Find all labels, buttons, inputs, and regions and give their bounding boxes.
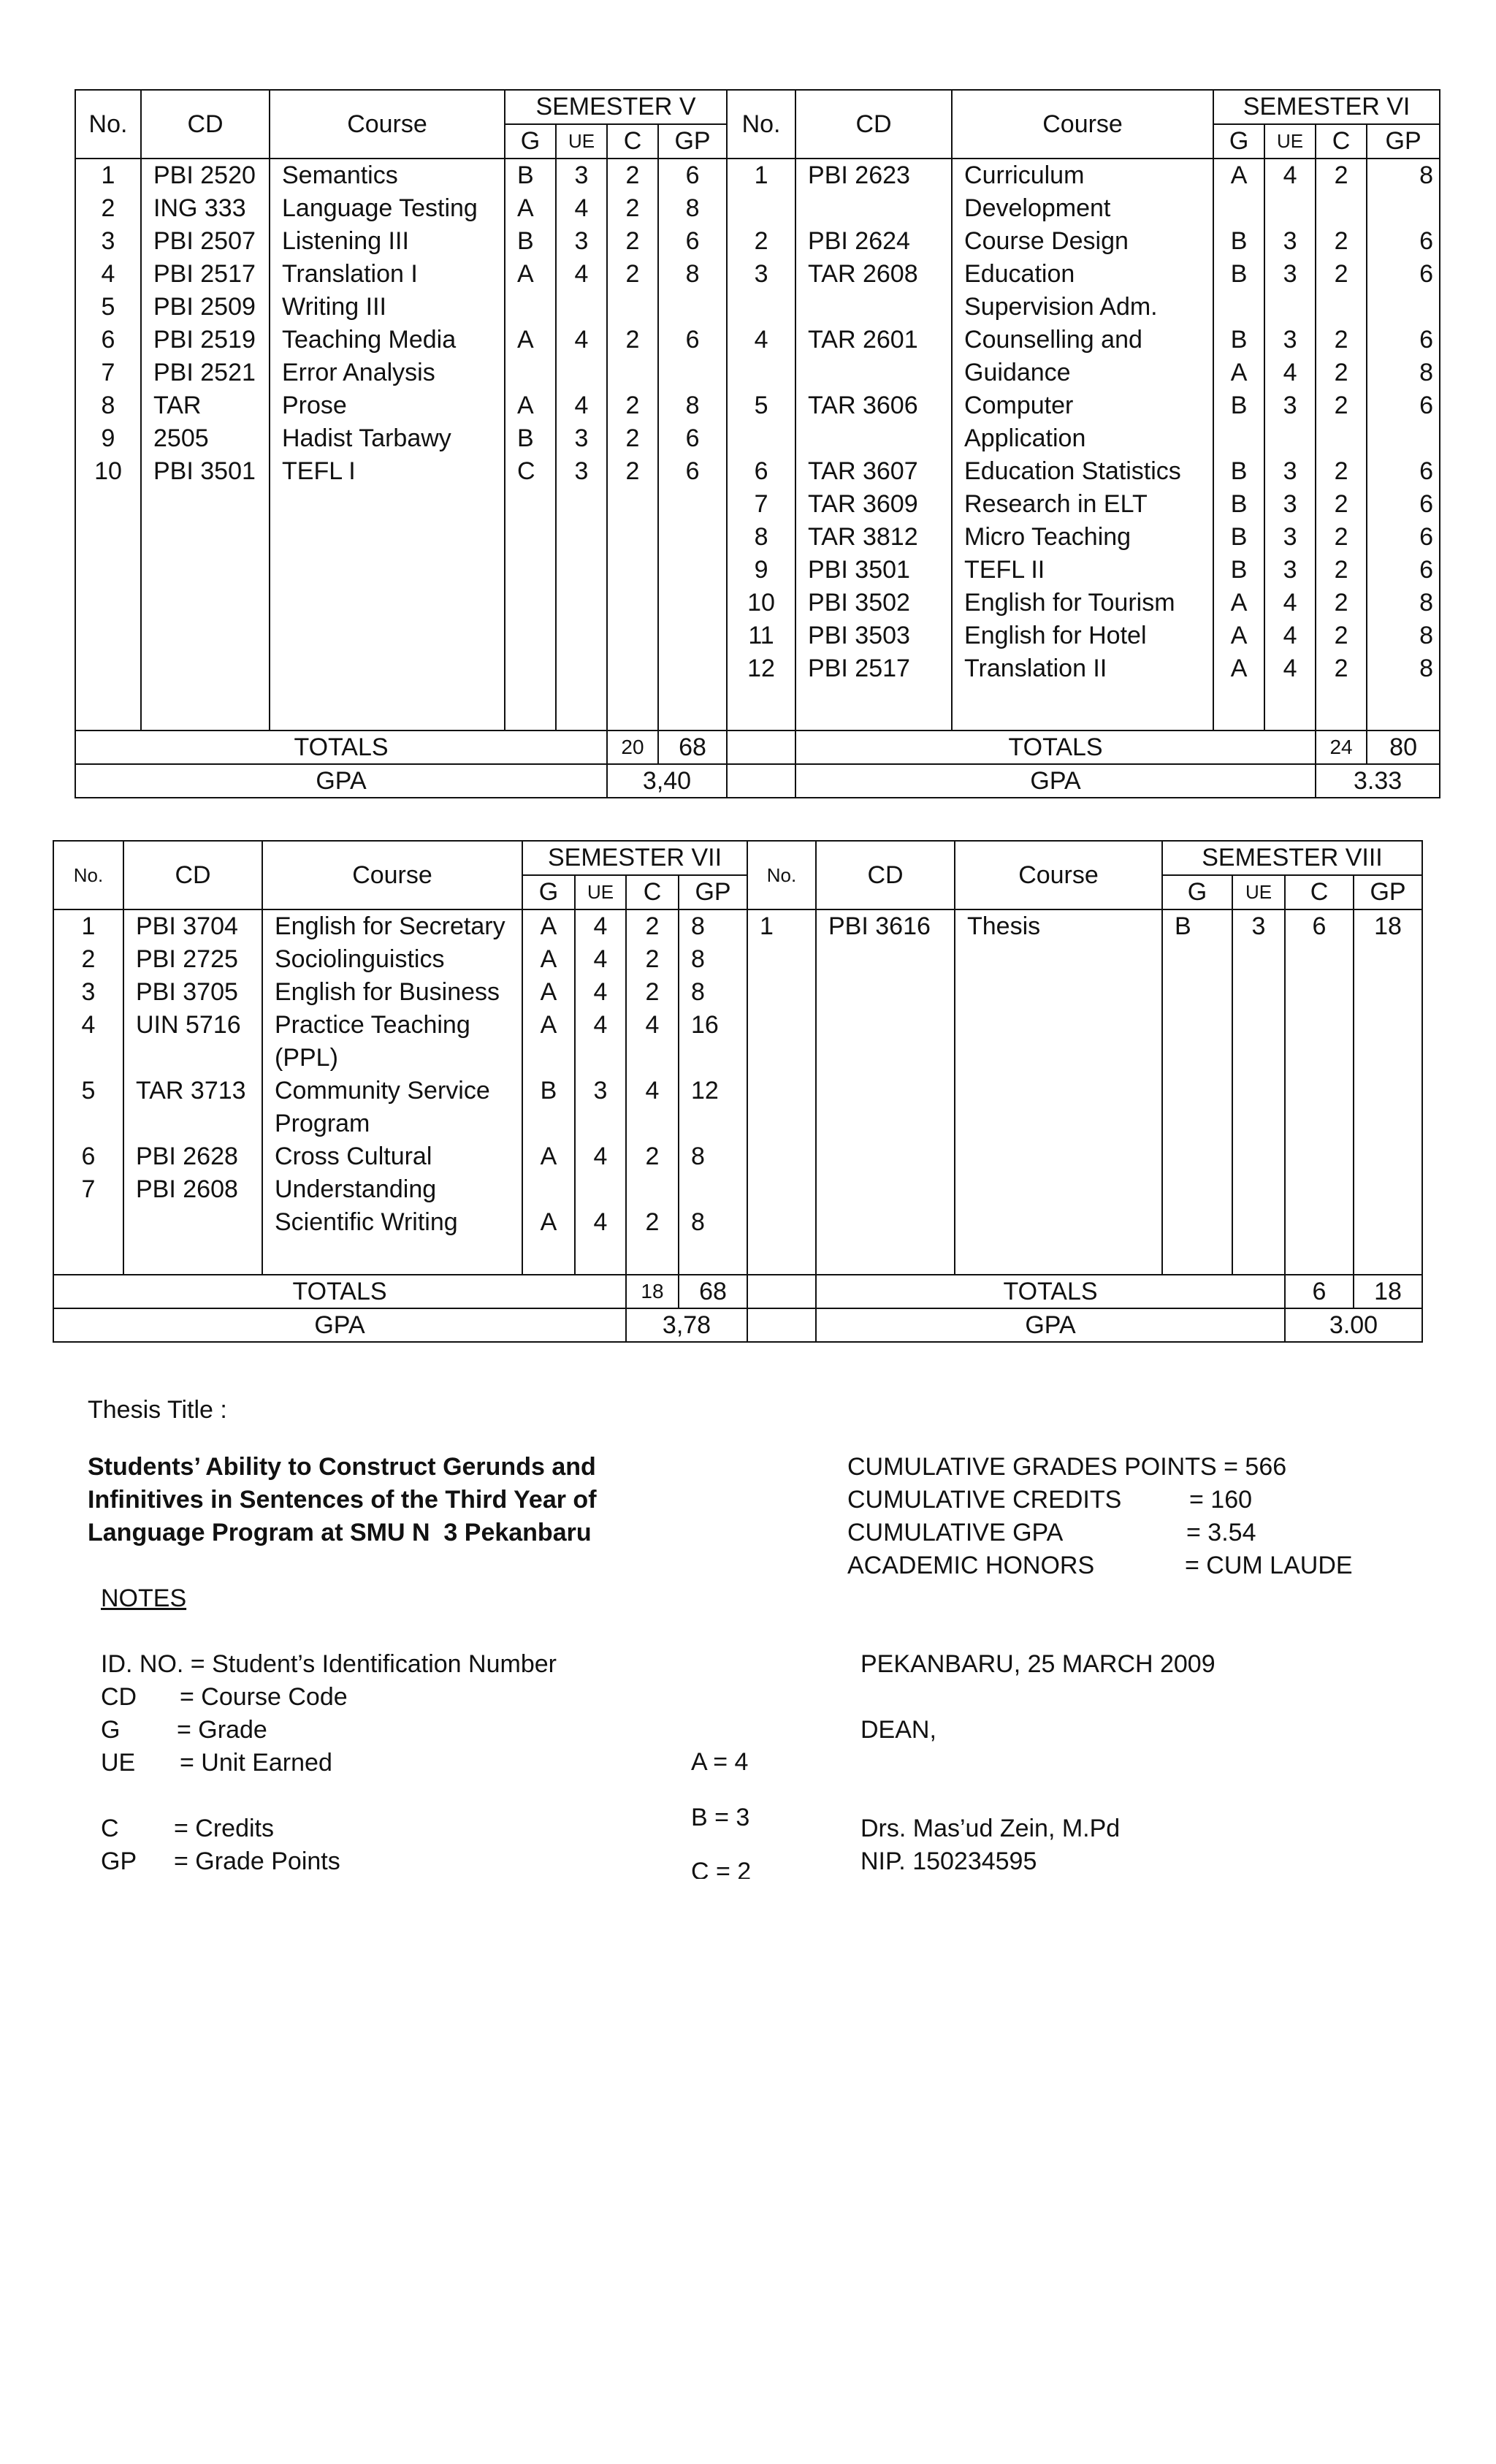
grade-scale-c-clip (691, 1855, 793, 1879)
grade-scale-a: A = 4 (691, 1748, 749, 1776)
header-course: Course (955, 841, 1162, 909)
transcript-table-semester-7-8 (53, 840, 1423, 1343)
col-grade-points: 8 6 6 6 8 6 6 6 6 6 8 8 8 (1419, 161, 1434, 682)
total-credits: 18 (626, 1275, 679, 1308)
grade-scale-b: B = 3 (691, 1804, 750, 1831)
header-grade: G (505, 124, 556, 159)
signatory-nip: NIP. 150234595 (860, 1847, 1037, 1875)
col-credits: 6 (1312, 912, 1327, 940)
totals-label: TOTALS (816, 1275, 1285, 1308)
thesis-title-line-2: Infinitives in Sentences of the Third Year of (88, 1486, 597, 1514)
gpa-label: GPA (75, 764, 607, 798)
total-grade-points: 68 (679, 1275, 747, 1308)
gpa-value: 3.33 (1316, 764, 1440, 798)
thesis-title-line-1: Students’ Ability to Construct Gerunds and (88, 1453, 596, 1481)
note-id-number: ID. NO. = Student’s Identification Number (101, 1650, 557, 1678)
academic-honors-label: ACADEMIC HONORS (847, 1552, 1095, 1579)
semester-title: SEMESTER VII (522, 841, 747, 875)
col-unit-earned: 3 (1251, 912, 1266, 940)
header-credits: C (607, 124, 658, 159)
header-course: Course (270, 90, 505, 159)
grade-scale-c: C = 2 (691, 1858, 752, 1879)
totals-row (75, 731, 1440, 764)
header-grade: G (1213, 124, 1264, 159)
total-grade-points: 18 (1354, 1275, 1422, 1308)
note-key: CD (101, 1683, 137, 1711)
cumulative-grade-points: CUMULATIVE GRADES POINTS = 566 (847, 1453, 1287, 1481)
note-key: UE (101, 1749, 136, 1777)
col-no: 1 2 3 4 5 6 7 8 9 10 11 12 (747, 161, 775, 682)
col-unit-earned: 4 3 3 3 4 3 3 3 3 3 4 4 4 (1283, 161, 1297, 682)
header-grade-points: GP (679, 875, 747, 909)
note-value: = Unit Earned (180, 1749, 332, 1777)
note-value: = Course Code (180, 1683, 348, 1711)
header-no: No. (747, 841, 816, 909)
total-credits: 24 (1316, 731, 1367, 764)
gpa-row (75, 764, 1440, 798)
semester-title: SEMESTER VI (1213, 90, 1440, 124)
semester-title: SEMESTER V (505, 90, 727, 124)
cumulative-credits-label: CUMULATIVE CREDITS (847, 1486, 1122, 1514)
header-no: No. (727, 90, 795, 159)
col-grade: B (1175, 912, 1191, 940)
note-key: GP (101, 1847, 137, 1875)
col-credits: 2 2 2 2 2 2 2 2 (625, 161, 640, 485)
note-value: = Credits (174, 1815, 274, 1842)
place-date: PEKANBARU, 25 MARCH 2009 (860, 1650, 1216, 1678)
header-credits: C (1285, 875, 1354, 909)
header-grade-points: GP (658, 124, 727, 159)
header-course: Course (262, 841, 522, 909)
total-credits: 6 (1285, 1275, 1354, 1308)
header-credits: C (626, 875, 679, 909)
col-grade: A A A A B A A (540, 912, 557, 1236)
cumulative-gpa-value: = 3.54 (1186, 1519, 1256, 1546)
header-grade-points: GP (1354, 875, 1422, 909)
col-grade: A B B B A B B B B B A A A (1230, 161, 1248, 682)
header-grade: G (522, 875, 575, 909)
col-course-code: PBI 3704 PBI 2725 PBI 3705 UIN 5716 TAR 3713 PBI 2628 PBI 2608 (136, 912, 246, 1203)
gpa-label: GPA (795, 764, 1316, 798)
academic-honors-value: = CUM LAUDE (1185, 1552, 1353, 1579)
gpa-row (53, 1308, 1422, 1342)
semester-title: SEMESTER VIII (1162, 841, 1422, 875)
note-key: C (101, 1815, 119, 1842)
col-no: 1 (760, 912, 774, 940)
col-unit-earned: 3 4 3 4 4 4 3 3 (574, 161, 589, 485)
note-value: = Grade (177, 1716, 267, 1744)
col-course: Curriculum Development Course Design Education Supervision Adm. Counselling and Guidance Computer Application Education Statistics Research in ELT Micro Teaching TEFL II English for Tourism English for Hotel Translation II (964, 161, 1181, 682)
total-grade-points: 80 (1367, 731, 1440, 764)
col-unit-earned: 4 4 4 4 3 4 4 (593, 912, 608, 1236)
col-grade-points: 18 (1374, 912, 1402, 940)
header-cd: CD (123, 841, 262, 909)
header-cd: CD (816, 841, 955, 909)
totals-label: TOTALS (75, 731, 607, 764)
header-grade: G (1162, 875, 1232, 909)
header-unit-earned: UE (1264, 124, 1316, 159)
total-grade-points: 68 (658, 731, 727, 764)
gpa-value: 3,40 (607, 764, 727, 798)
notes-title: NOTES (101, 1584, 187, 1612)
header-cd: CD (141, 90, 270, 159)
col-grade-points: 8 8 8 16 12 8 8 (691, 912, 719, 1236)
header-unit-earned: UE (1232, 875, 1285, 909)
gpa-value: 3.00 (1285, 1308, 1422, 1342)
signatory-name: Drs. Mas’ud Zein, M.Pd (860, 1815, 1121, 1842)
header-unit-earned: UE (575, 875, 626, 909)
signatory-title: DEAN, (860, 1716, 936, 1744)
col-no: 1 2 3 4 5 6 7 8 9 10 (94, 161, 122, 485)
header-grade-points: GP (1367, 124, 1440, 159)
col-grade-points: 6 8 6 8 6 8 6 6 (685, 161, 700, 485)
col-course-code: PBI 3616 (828, 912, 931, 940)
col-course: Semantics Language Testing Listening III Translation I Writing III Teaching Media Error Analysis Prose Hadist Tarbawy TEFL I (282, 161, 478, 485)
col-course-code: PBI 2623 PBI 2624 TAR 2608 TAR 2601 TAR 3606 TAR 3607 TAR 3609 TAR 3812 PBI 3501 PBI 3502 PBI 3503 PBI 2517 (808, 161, 918, 682)
col-grade: B A B A A A B C (517, 161, 535, 485)
totals-row (53, 1275, 1422, 1308)
gpa-value: 3,78 (626, 1308, 747, 1342)
cumulative-gpa-label: CUMULATIVE GPA (847, 1519, 1064, 1546)
note-value: = Grade Points (174, 1847, 340, 1875)
note-key: G (101, 1716, 121, 1744)
transcript-table-semester-5-6 (75, 89, 1440, 798)
thesis-label: Thesis Title : (88, 1396, 227, 1424)
header-credits: C (1316, 124, 1367, 159)
totals-label: TOTALS (53, 1275, 626, 1308)
gpa-label: GPA (816, 1308, 1285, 1342)
col-credits: 2 2 2 2 2 2 2 2 2 2 2 2 2 (1334, 161, 1348, 682)
header-no: No. (53, 841, 123, 909)
col-course-code: PBI 2520 ING 333 PBI 2507 PBI 2517 PBI 2509 PBI 2519 PBI 2521 TAR 2505 PBI 3501 (153, 161, 256, 485)
total-credits: 20 (607, 731, 658, 764)
totals-label: TOTALS (795, 731, 1316, 764)
header-no: No. (75, 90, 141, 159)
col-credits: 2 2 2 4 4 2 2 (645, 912, 660, 1236)
col-no: 1 2 3 4 5 6 7 (81, 912, 96, 1203)
header-unit-earned: UE (556, 124, 607, 159)
header-cd: CD (795, 90, 952, 159)
header-course: Course (952, 90, 1213, 159)
gpa-label: GPA (53, 1308, 626, 1342)
thesis-title-line-3: Language Program at SMU N 3 Pekanbaru (88, 1519, 592, 1546)
col-course: English for Secretary Sociolinguistics English for Business Practice Teaching (PPL) Community Service Program Cross Cultural Understanding Scientific Writing (275, 912, 505, 1236)
col-course: Thesis (967, 912, 1041, 940)
cumulative-credits-value: = 160 (1189, 1486, 1253, 1514)
